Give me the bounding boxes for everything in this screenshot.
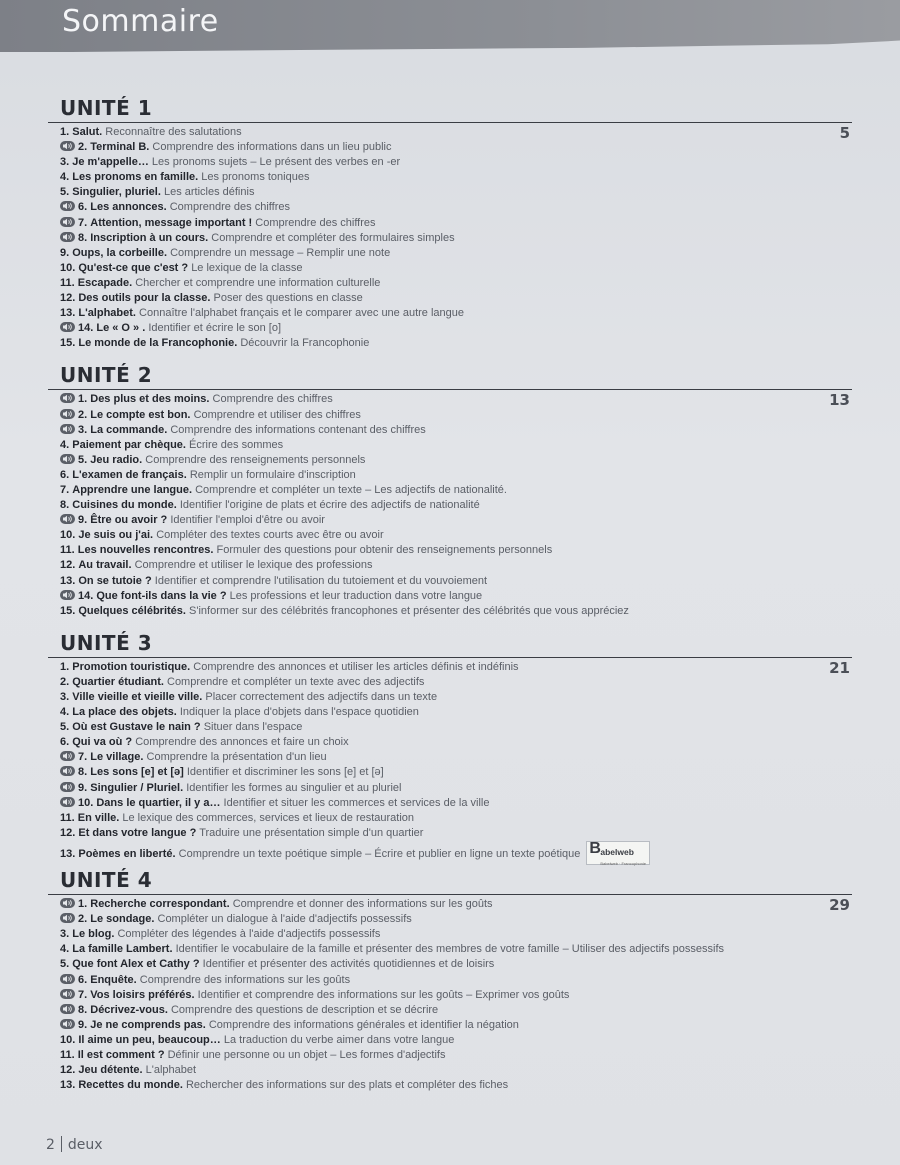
item-description: L'alphabet [145, 1064, 197, 1077]
list-item [60, 675, 858, 690]
item-title: Il est comment ? [77, 1048, 165, 1061]
item-title: Le village. [90, 751, 144, 764]
item-title: Recherche correspondant. [90, 898, 230, 911]
audio-icon [60, 201, 75, 211]
footer-separator [61, 1136, 62, 1152]
list-item [60, 1063, 858, 1078]
item-description: Traduire une présentation simple d'un quartier [199, 826, 424, 839]
list-item [60, 306, 858, 321]
item-title: Les pronoms en famille. [72, 171, 199, 184]
item-number: 12. [60, 1064, 76, 1077]
item-title: Le « O » . [96, 322, 146, 335]
item-title: Je suis ou j'ai. [78, 529, 154, 542]
item-title: Salut. [72, 126, 103, 138]
item-title: Le blog. [72, 928, 115, 941]
item-number: 9. [60, 246, 70, 259]
item-description: Identifier l'origine de plats et écrire des adjectifs de nationalité [179, 499, 480, 512]
item-number: 10. [60, 529, 76, 542]
item-number: 10. [60, 261, 76, 274]
item-description: Identifier l'emploi d'être ou avoir [170, 514, 325, 527]
item-number: 7. [60, 483, 70, 496]
item-description: Identifier les formes au singulier et au pluriel [186, 781, 402, 794]
unit-page-number: 29 [829, 896, 850, 915]
list-item [60, 1018, 858, 1033]
item-description: Formuler des questions pour obtenir des renseignements personnels [216, 544, 553, 557]
list-item [60, 942, 858, 957]
list-item [60, 438, 858, 453]
audio-icon [60, 322, 75, 332]
item-description: Comprendre des renseignements personnels [145, 453, 366, 466]
list-item [60, 826, 858, 841]
unit-section [48, 92, 858, 357]
item-number: 1. [78, 393, 88, 406]
list-item [60, 140, 858, 155]
item-title: Attention, message important ! [90, 216, 253, 229]
item-title: Escapade. [77, 276, 133, 289]
audio-icon [60, 751, 75, 761]
item-title: L'examen de français. [72, 468, 187, 481]
unit-title: UNITÉ 1 [60, 96, 153, 120]
audio-icon [60, 989, 75, 999]
item-title: Promotion touristique. [72, 660, 191, 673]
item-description: Identifier et écrire le son [o] [148, 322, 282, 335]
item-description: Identifier et discriminer les sons [e] et [ə] [186, 766, 384, 779]
item-description: La traduction du verbe aimer dans votre langue [223, 1033, 455, 1046]
item-title: Je ne comprends pas. [90, 1018, 206, 1031]
item-title: Où est Gustave le nain ? [72, 721, 201, 734]
item-title: Les sons [e] et [ə] [90, 766, 184, 779]
list-item [60, 558, 858, 573]
item-description: Comprendre et donner des informations sur les goûts [232, 898, 493, 911]
item-description: Identifier le vocabulaire de la famille et présenter des membres de votre famille – Utiliser des adjectifs possessifs [175, 943, 724, 956]
unit-title: UNITÉ 3 [60, 630, 153, 655]
item-number: 4. [60, 706, 70, 719]
item-description: Remplir un formulaire d'inscription [189, 468, 356, 481]
item-title: Dans le quartier, il y a… [96, 796, 221, 809]
item-number: 1. [60, 126, 70, 138]
item-description: Comprendre des informations dans un lieu public [152, 141, 392, 154]
item-title: Oups, la corbeille. [72, 246, 168, 259]
unit-item-list [48, 897, 858, 1093]
list-item [60, 973, 858, 988]
item-number: 9. [78, 514, 88, 527]
item-description: Comprendre et compléter un texte avec des adjectifs [167, 675, 425, 688]
list-item [60, 1078, 858, 1093]
list-item [60, 839, 858, 866]
item-description: Comprendre et utiliser le lexique des professions [134, 559, 373, 572]
unit-item-list [48, 125, 858, 351]
item-number: 15. [60, 604, 76, 617]
item-number: 5. [78, 453, 88, 466]
item-number: 1. [60, 660, 70, 673]
page-footer [46, 1136, 103, 1153]
item-description: Placer correctement des adjectifs dans un texte [205, 691, 438, 703]
audio-icon [60, 913, 75, 923]
item-title: Terminal B. [90, 141, 150, 154]
item-title: Quelques célébrités. [78, 604, 186, 617]
unit-section [48, 627, 858, 866]
item-number: 10. [60, 1033, 76, 1046]
unit-page-number: 5 [839, 124, 850, 142]
item-description: Comprendre un texte poétique simple – Écrire et publier en ligne un texte poétique [178, 847, 581, 860]
babelweb-logo [586, 841, 650, 865]
item-description: Écrire des sommes [189, 438, 284, 451]
item-title: On se tutoie ? [78, 574, 152, 587]
item-description: Compléter des légendes à l'aide d'adjectifs possessifs [117, 928, 381, 941]
audio-icon [60, 232, 75, 242]
item-number: 11. [60, 811, 75, 824]
item-number: 3. [60, 691, 70, 703]
item-title: Les nouvelles rencontres. [77, 544, 214, 557]
list-item [60, 660, 858, 675]
unit-section [48, 864, 858, 1093]
item-number: 8. [78, 766, 88, 779]
list-item [60, 604, 858, 619]
list-item [60, 705, 858, 720]
list-item [60, 513, 858, 528]
item-number: 8. [78, 1003, 88, 1016]
item-description: Identifier et présenter des activités quotidiennes et de loisirs [202, 958, 495, 971]
audio-icon [60, 797, 75, 807]
list-item [60, 912, 858, 927]
item-description: Les articles définis [163, 186, 255, 199]
list-item [60, 155, 858, 170]
item-number: 12. [60, 559, 76, 572]
item-title: Quartier étudiant. [72, 675, 164, 688]
item-number: 7. [78, 988, 88, 1001]
list-item [60, 125, 858, 140]
list-item [60, 574, 858, 589]
item-description: Comprendre des annonces et faire un choix [135, 736, 349, 749]
item-title: Des outils pour la classe. [78, 292, 211, 305]
list-item [60, 453, 858, 468]
table-of-contents [48, 92, 858, 1095]
audio-icon [60, 782, 75, 792]
item-title: Des plus et des moins. [90, 393, 210, 406]
audio-icon [60, 514, 75, 524]
list-item [60, 690, 858, 705]
item-description: Identifier et comprendre des informations sur les goûts – Exprimer vos goûts [197, 988, 570, 1001]
list-item [60, 276, 858, 291]
item-description: Les pronoms sujets – Le présent des verbes en -er [151, 156, 401, 169]
list-item [60, 750, 858, 765]
list-item [60, 231, 858, 246]
list-item [60, 261, 858, 276]
item-description: Comprendre des informations contenant des chiffres [170, 423, 426, 436]
item-number: 2. [78, 141, 88, 154]
item-title: Décrivez-vous. [90, 1003, 168, 1016]
item-title: Apprendre une langue. [72, 483, 193, 496]
list-item [60, 483, 858, 498]
item-number: 13. [60, 847, 76, 860]
item-title: Recettes du monde. [78, 1079, 183, 1092]
audio-icon [60, 766, 75, 776]
item-number: 10. [78, 796, 94, 809]
item-description: Comprendre des informations générales et identifier la négation [208, 1018, 519, 1031]
item-description: Indiquer la place d'objets dans l'espace quotidien [179, 706, 419, 719]
item-number: 4. [60, 438, 70, 451]
item-title: Singulier / Pluriel. [90, 781, 184, 794]
audio-icon [60, 1004, 75, 1014]
unit-section [48, 359, 858, 624]
babelweb-logo-subtitle: Babelweb · Francophonie [600, 860, 646, 866]
list-item [60, 765, 858, 780]
unit-item-list [48, 660, 858, 866]
item-title: Inscription à un cours. [90, 231, 209, 244]
item-description: Les pronoms toniques [201, 171, 310, 184]
list-item [60, 988, 858, 1003]
unit-spacer [48, 351, 858, 357]
audio-icon [60, 409, 75, 419]
item-number: 7. [78, 216, 88, 229]
item-description: Comprendre la présentation d'un lieu [146, 751, 327, 764]
item-description: Rechercher des informations sur des plats et compléter des fiches [185, 1079, 509, 1092]
item-description: Les professions et leur traduction dans votre langue [229, 589, 483, 602]
audio-icon [60, 590, 75, 600]
item-description: Chercher et comprendre une information culturelle [135, 276, 381, 289]
item-description: Comprendre et compléter un texte – Les adjectifs de nationalité. [195, 483, 507, 496]
audio-icon [60, 454, 75, 464]
list-item [60, 796, 858, 811]
audio-icon [60, 217, 75, 227]
babelweb-logo-initial: B [589, 839, 601, 857]
audio-icon [60, 1019, 75, 1029]
item-description: Connaître l'alphabet français et le comparer avec une autre langue [139, 307, 465, 320]
item-number: 3. [60, 928, 70, 941]
item-description: Reconnaître des salutations [105, 126, 242, 138]
list-item [60, 735, 858, 750]
item-title: La commande. [90, 423, 168, 436]
item-title: Singulier, pluriel. [72, 186, 161, 199]
item-number: 14. [78, 322, 94, 335]
list-item [60, 543, 858, 558]
item-number: 9. [78, 1018, 88, 1031]
list-item [60, 216, 858, 231]
item-title: Jeu détente. [78, 1064, 143, 1077]
audio-icon [60, 424, 75, 434]
page-number: 2 [46, 1137, 55, 1153]
item-title: Les annonces. [90, 201, 167, 214]
unit-title: UNITÉ 2 [60, 363, 153, 388]
audio-icon [60, 141, 75, 151]
item-title: Que font Alex et Cathy ? [72, 958, 200, 971]
list-item [60, 1003, 858, 1018]
list-item [60, 391, 858, 410]
list-item [60, 781, 858, 796]
item-number: 6. [60, 736, 70, 749]
list-item [60, 200, 858, 215]
item-number: 4. [60, 171, 70, 184]
item-description: Comprendre des chiffres [169, 201, 290, 214]
item-description: Comprendre des informations sur les goûts [139, 973, 351, 986]
item-title: Que font-ils dans la vie ? [96, 589, 227, 602]
item-title: Être ou avoir ? [90, 514, 168, 527]
item-title: Paiement par chèque. [72, 438, 186, 451]
list-item [60, 408, 858, 423]
item-description: Comprendre des chiffres [255, 216, 376, 229]
item-number: 14. [78, 589, 94, 602]
item-title: Le sondage. [90, 913, 155, 926]
audio-icon [60, 974, 75, 984]
item-description: Situer dans l'espace [203, 721, 303, 734]
item-title: La place des objets. [72, 706, 177, 719]
list-item [60, 811, 858, 826]
item-number: 3. [78, 423, 88, 436]
item-title: La famille Lambert. [72, 943, 173, 956]
item-number: 11. [60, 544, 75, 557]
item-title: En ville. [77, 811, 120, 824]
item-number: 3. [60, 156, 70, 169]
item-number: 6. [60, 468, 70, 481]
item-title: Enquête. [90, 973, 137, 986]
item-number: 13. [60, 574, 76, 587]
list-item [60, 423, 858, 438]
list-item [60, 246, 858, 261]
item-title: Il aime un peu, beaucoup… [78, 1033, 221, 1046]
item-title: Vos loisirs préférés. [90, 988, 195, 1001]
item-description: Poser des questions en classe [213, 292, 363, 305]
list-item [60, 1048, 858, 1063]
audio-icon [60, 898, 75, 908]
item-title: L'alphabet. [78, 307, 136, 320]
item-number: 4. [60, 943, 70, 956]
item-number: 6. [78, 201, 88, 214]
list-item [60, 896, 858, 915]
item-number: 13. [60, 1079, 76, 1092]
list-item [60, 957, 858, 972]
list-item [60, 336, 858, 351]
item-number: 13. [60, 307, 76, 320]
item-description: Comprendre un message – Remplir une note [170, 246, 391, 259]
item-number: 7. [78, 751, 88, 764]
item-number: 12. [60, 826, 76, 839]
item-number: 5. [60, 721, 70, 734]
item-description: Identifier et situer les commerces et services de la ville [223, 796, 490, 809]
list-item [60, 170, 858, 185]
page-word: deux [67, 1137, 103, 1153]
item-number: 5. [60, 958, 70, 971]
item-description: S'informer sur des célébrités francophones et présenter des célébrités que vous appréciez [189, 604, 629, 617]
item-title: Qui va où ? [72, 736, 133, 749]
list-item [60, 589, 858, 604]
item-description: Compléter un dialogue à l'aide d'adjectifs possessifs [157, 913, 412, 926]
page-title: Sommaire [62, 4, 219, 39]
item-number: 8. [78, 231, 88, 244]
list-item [60, 720, 858, 735]
item-description: Découvrir la Francophonie [240, 337, 370, 350]
unit-title: UNITÉ 4 [60, 868, 153, 893]
item-title: Le monde de la Francophonie. [78, 337, 238, 350]
item-number: 5. [60, 186, 70, 199]
item-description: Définir une personne ou un objet – Les formes d'adjectifs [167, 1048, 446, 1061]
item-title: Le compte est bon. [90, 408, 191, 421]
item-title: Au travail. [78, 559, 132, 572]
unit-page-number: 13 [829, 391, 850, 410]
item-title: Ville vieille et vieille ville. [72, 691, 203, 703]
item-description: Comprendre et utiliser des chiffres [193, 408, 361, 421]
list-item [60, 498, 858, 513]
babelweb-logo-text: abelweb [600, 846, 634, 857]
item-title: Poèmes en liberté. [78, 847, 176, 860]
item-description: Le lexique de la classe [191, 261, 303, 274]
unit-item-list [48, 392, 858, 618]
list-item [60, 1033, 858, 1048]
list-item [60, 468, 858, 483]
item-description: Comprendre des questions de description et se décrire [170, 1003, 439, 1016]
item-number: 11. [60, 276, 75, 289]
item-title: Cuisines du monde. [72, 499, 177, 512]
item-title: Qu'est-ce que c'est ? [78, 261, 189, 274]
item-number: 15. [60, 337, 76, 350]
list-item [60, 927, 858, 942]
list-item [60, 185, 858, 200]
unit-spacer [48, 619, 858, 625]
item-number: 12. [60, 292, 76, 305]
item-number: 2. [78, 408, 88, 421]
item-number: 11. [60, 1048, 75, 1061]
item-number: 9. [78, 781, 88, 794]
item-number: 2. [60, 675, 70, 688]
item-description: Comprendre des chiffres [212, 393, 333, 406]
list-item [60, 321, 858, 336]
unit-page-number: 21 [829, 658, 850, 677]
list-item [60, 291, 858, 306]
item-number: 1. [78, 898, 88, 911]
item-title: Et dans votre langue ? [78, 826, 197, 839]
item-title: Jeu radio. [90, 453, 143, 466]
item-number: 8. [60, 499, 70, 512]
item-number: 2. [78, 913, 88, 926]
item-title: Je m'appelle… [72, 156, 149, 169]
item-number: 6. [78, 973, 88, 986]
item-description: Comprendre des annonces et utiliser les articles définis et indéfinis [193, 660, 519, 673]
audio-icon [60, 393, 75, 403]
item-description: Le lexique des commerces, services et lieux de restauration [122, 811, 415, 824]
item-description: Identifier et comprendre l'utilisation du tutoiement et du vouvoiement [154, 574, 488, 587]
list-item [60, 528, 858, 543]
item-description: Comprendre et compléter des formulaires simples [211, 231, 455, 244]
item-description: Compléter des textes courts avec être ou avoir [156, 529, 384, 542]
